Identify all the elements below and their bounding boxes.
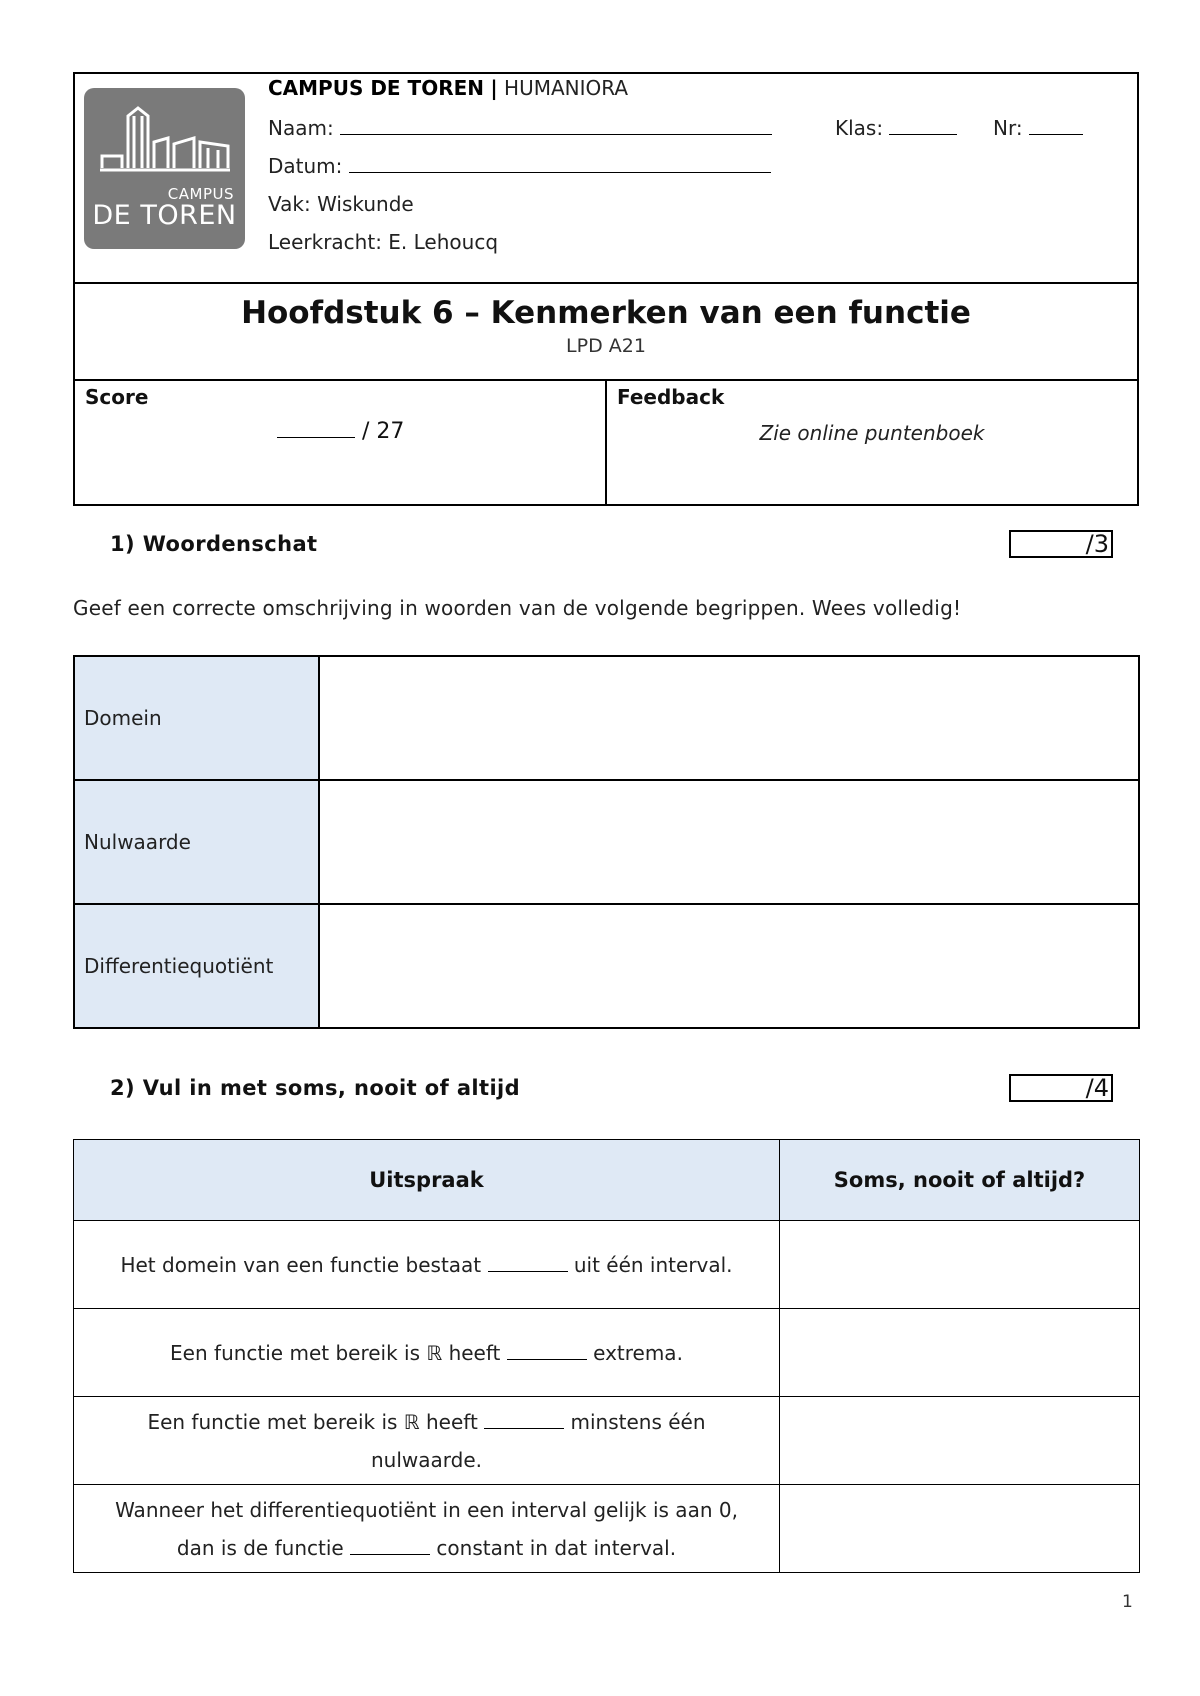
score-box (73, 379, 607, 506)
table-row (74, 904, 1139, 1028)
score-max: / 27 (362, 419, 405, 444)
naam-line (268, 116, 772, 140)
score-field[interactable] (277, 419, 355, 438)
page-subtitle: LPD A21 (566, 335, 646, 357)
score-label: Score (85, 385, 149, 409)
department-name: HUMANIORA (504, 76, 629, 100)
datum-label: Datum: (268, 154, 343, 178)
naam-label: Naam: (268, 116, 334, 140)
blank-line (484, 1410, 564, 1429)
nr-label: Nr: (993, 116, 1023, 140)
answer-cell[interactable] (780, 1485, 1140, 1573)
statement-cell (74, 1221, 780, 1309)
table-row (74, 1309, 1140, 1397)
answer-cell[interactable] (319, 780, 1139, 904)
statement-cell (74, 1485, 780, 1573)
statement-text: Een functie met bereik is ℝ heeft (170, 1340, 501, 1365)
section1-title: 1) Woordenschat (110, 532, 318, 556)
statement-text: dan is de functie (176, 1535, 344, 1560)
naam-field[interactable] (340, 116, 772, 135)
statement-text: Wanneer het differentiequotiënt in een interval gelijk is aan 0, (115, 1497, 738, 1522)
statement-cell (74, 1397, 780, 1485)
statement-text: nulwaarde. (370, 1447, 482, 1472)
datum-line (268, 154, 771, 178)
term-cell: Domein (74, 656, 319, 780)
statements-table (73, 1139, 1140, 1573)
statement-text: minstens één (570, 1409, 706, 1434)
statement-text: constant in dat interval. (436, 1535, 677, 1560)
klas-field[interactable] (889, 116, 957, 135)
blank-line (350, 1536, 430, 1555)
section2-title: 2) Vul in met soms, nooit of altijd (110, 1076, 521, 1100)
score-value-line (277, 419, 404, 444)
header-statement: Uitspraak (74, 1140, 780, 1221)
feedback-box (605, 379, 1139, 506)
statement-text: extrema. (593, 1340, 683, 1365)
logo-name-text: DE TOREN (92, 200, 237, 231)
term-cell: Differentiequotiënt (74, 904, 319, 1028)
answer-cell[interactable] (780, 1221, 1140, 1309)
section1-points: /3 (1085, 530, 1109, 558)
term-cell: Nulwaarde (74, 780, 319, 904)
page-number: 1 (1122, 1592, 1133, 1612)
answer-cell[interactable] (780, 1309, 1140, 1397)
nr-field[interactable] (1029, 116, 1083, 135)
school-logo (84, 88, 245, 249)
title-box (73, 283, 1139, 381)
section1-points-box[interactable] (1009, 530, 1113, 558)
answer-cell[interactable] (319, 656, 1139, 780)
statement-cell (74, 1309, 780, 1397)
nr-line (993, 116, 1083, 140)
klas-label: Klas: (835, 116, 884, 140)
feedback-text: Zie online puntenboek (759, 421, 985, 445)
section1-instruction: Geef een correcte omschrijving in woorden van de volgende begrippen. Wees volledig! (73, 596, 962, 620)
school-line (268, 76, 628, 100)
section2-points: /4 (1085, 1074, 1109, 1102)
section2-points-box[interactable] (1009, 1074, 1113, 1102)
table-row (74, 656, 1139, 780)
statement-text: Het domein van een functie bestaat (120, 1252, 482, 1277)
table-header-row (74, 1140, 1140, 1221)
tower-icon (98, 102, 232, 172)
feedback-label: Feedback (617, 385, 725, 409)
answer-cell[interactable] (319, 904, 1139, 1028)
blank-line (488, 1253, 568, 1272)
header-answer: Soms, nooit of altijd? (780, 1140, 1140, 1221)
blank-line (507, 1341, 587, 1360)
separator: | (490, 76, 498, 100)
campus-name: CAMPUS DE TOREN (268, 76, 484, 100)
table-row (74, 1485, 1140, 1573)
logo-campus-text: CAMPUS (167, 185, 234, 203)
datum-field[interactable] (349, 154, 771, 173)
answer-cell[interactable] (780, 1397, 1140, 1485)
table-row (74, 1221, 1140, 1309)
table-row (74, 1397, 1140, 1485)
statement-text: Een functie met bereik is ℝ heeft (147, 1409, 478, 1434)
vocabulary-table (73, 655, 1140, 1029)
statement-text: uit één interval. (573, 1252, 733, 1277)
klas-line (835, 116, 957, 140)
leerkracht-line: Leerkracht: E. Lehoucq (268, 230, 499, 254)
page-title: Hoofdstuk 6 – Kenmerken van een functie (241, 295, 971, 331)
table-row (74, 780, 1139, 904)
vak-line: Vak: Wiskunde (268, 192, 414, 216)
